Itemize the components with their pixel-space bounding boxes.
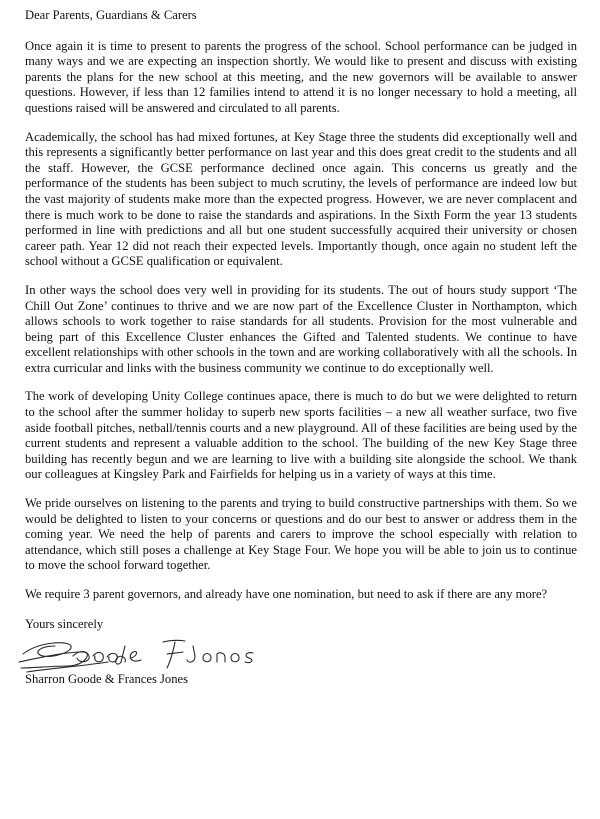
paragraph-partnerships: We pride ourselves on listening to the parents and trying to build constructive partnerships with them. So we would be delighted to listen to your concerns or questions and do our best to answer or address them in the coming year. We need the help of parents and carers to improve the school especially with relation to attendance, which still poses a challenge at Key Stage Four. We hope you will be able to join us to continue to move the school forward together. [25, 496, 577, 573]
paragraph-inspection: Once again it is time to present to parents the progress of the school. School performance can be judged in many ways and we are expecting an inspection shortly. We would like to present and discuss with existing parents the plans for the new school at this meeting, and the new governors will be available to answer questions. However, if less than 12 families intend to attend it is no longer necessary to hold a meeting, all questions raised will be answered and circulated to all parents. [25, 38, 577, 115]
paragraph-unity-college: The work of developing Unity College continues apace, there is much to do but we were delighted to return to the school after the summer holiday to superb new sports facilities – a new all weather surface, two five aside football pitches, netball/tennis courts and a new playground. All of these facilities are being used by the current students and represent a valuable addition to the school. The building of the new Key Stage three building has recently begun and we are learning to live with a building site alongside the school. We thank our colleagues at Kingsley Park and Fairfields for helping us in a variety of ways at this time. [25, 389, 577, 482]
paragraph-provision: In other ways the school does very well in providing for its students. The out of hours study support ‘The Chill Out Zone’ continues to thrive and we are now part of the Excellence Cluster in Northampton, which allows schools to work together to raise standards for all students. Provision for the most vulnerable and being part of this Excellence Cluster enhances the Gifted and Talented students. We continue to have excellent relationships with other schools in the town and are working collaboratively with all the schools. In extra curricular and links with the business community we continue to do exceptionally well. [25, 282, 577, 375]
handwritten-signature [13, 632, 273, 676]
paragraph-governors: We require 3 parent governors, and already have one nomination, but need to ask if there are any more? [25, 587, 548, 601]
signatories: Sharron Goode & Frances Jones [25, 672, 188, 687]
closing: Yours sincerely [25, 616, 104, 631]
paragraph-academic: Academically, the school has had mixed fortunes, at Key Stage three the students did exceptionally well and this represents a significantly better performance on last year and this does great credit to the students and all the staff. However, the GCSE performance declined once again. This concerns us greatly and the performance of the students has been subject to much scrutiny, the levels of performance are indeed low but the vast majority of students make more than the expected progress. However, we are never complacent and there is much work to be done to raise the standards and aspirations. In the Sixth Form the year 13 students performed in line with predictions and all but one student successfully acquired their university or chosen career path. Year 12 did not reach their expected levels. Importantly though, once again no student left the school without a GCSE qualification or equivalent. [25, 129, 577, 269]
letter [25, 8, 577, 688]
salutation: Dear Parents, Guardians & Carers [25, 8, 197, 22]
